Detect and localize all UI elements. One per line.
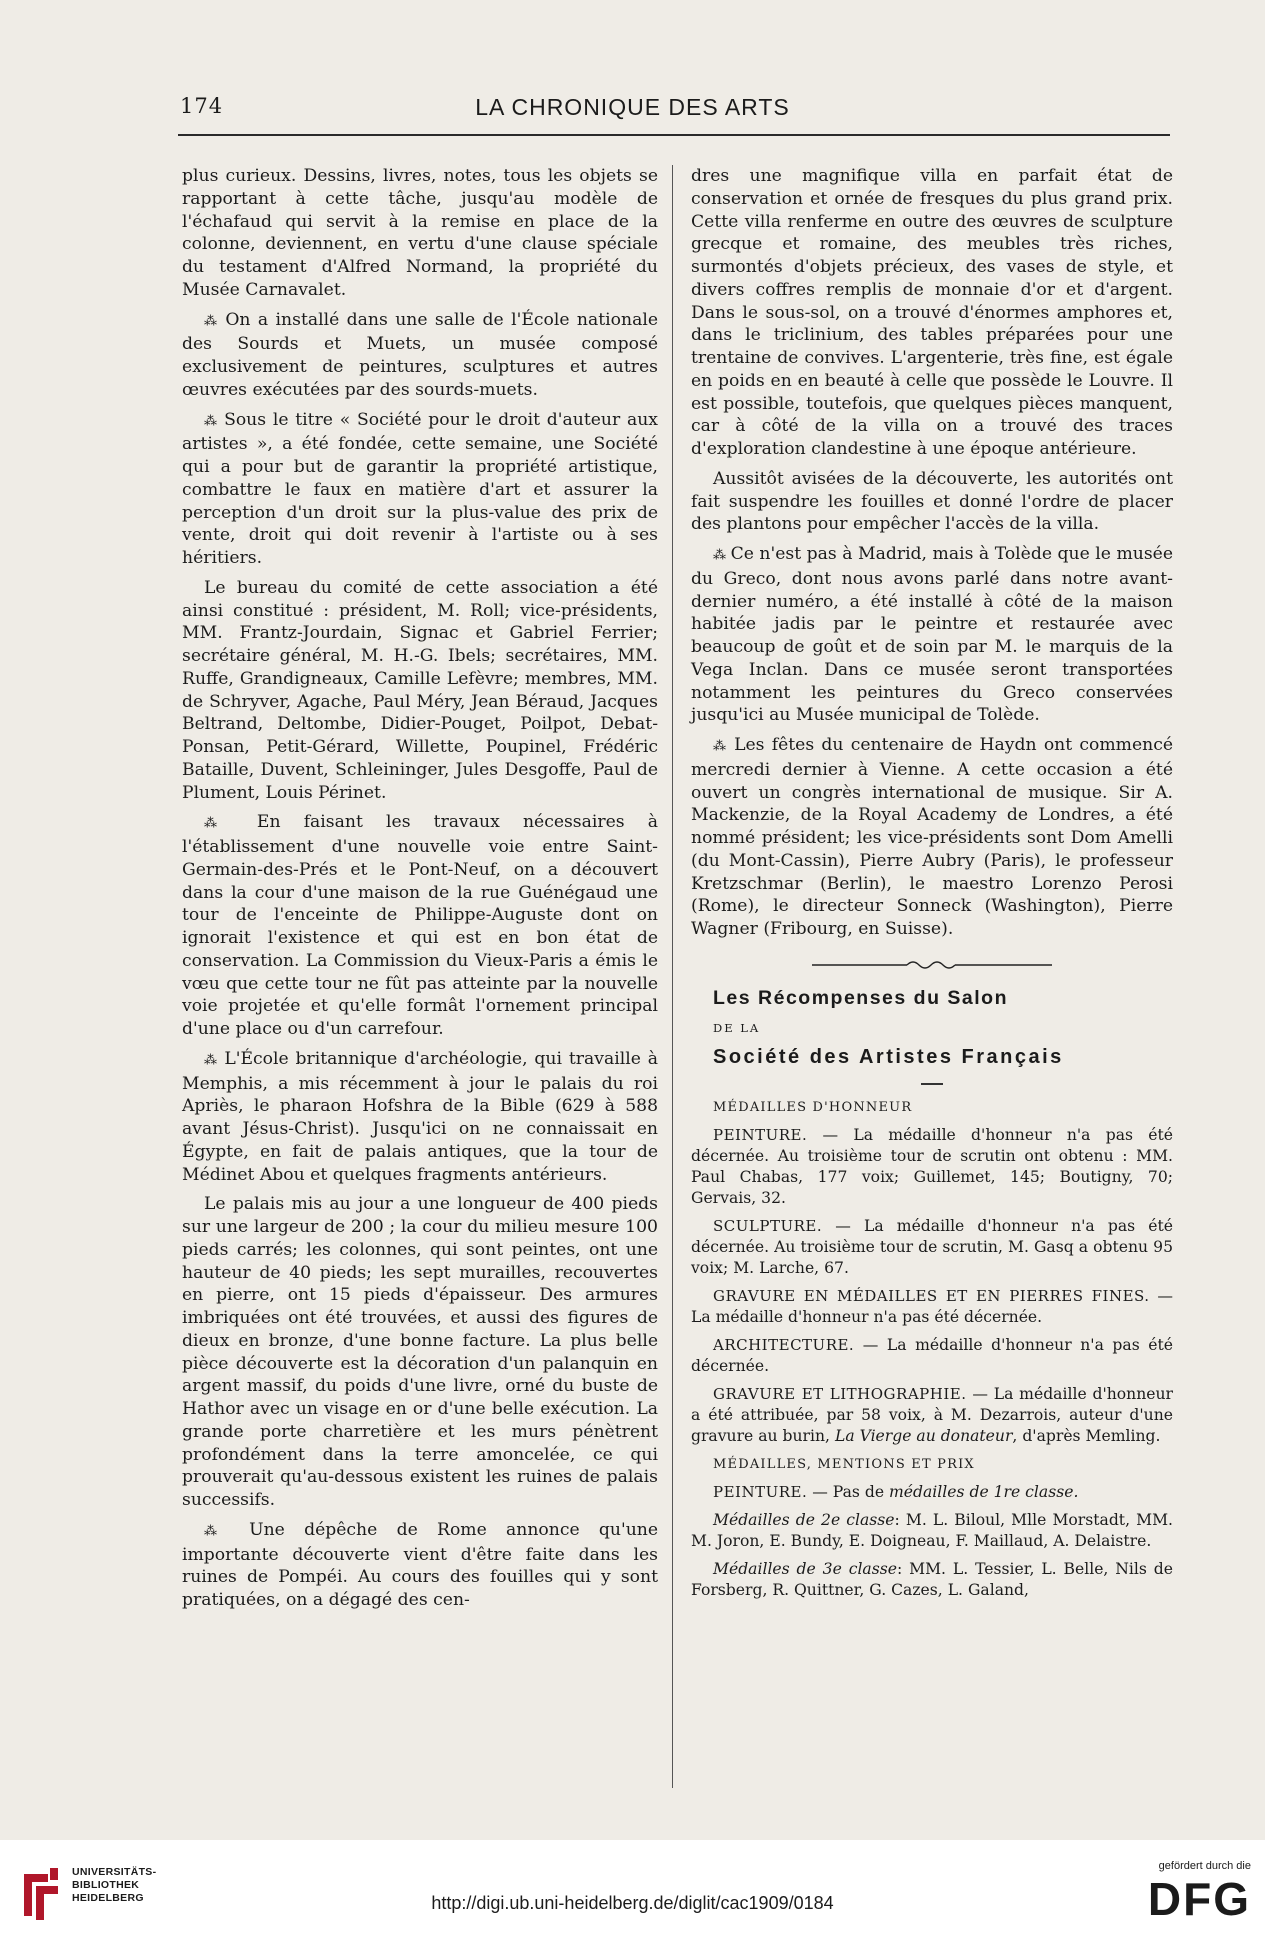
left-paragraph-3: ⁂ Sous le titre « Société pour le droit d'auteur aux artistes », a été fondée, cette semaine, une Société qui a pour but de garantir la propriété artistique, combattre le faux en matière d'art et assurer la perception d'un droit sur la plus-value des prix de vente, droit qui doit revenir à l'artiste ou à ses héritiers.	[182, 409, 658, 568]
award-second-class: Médailles de 2e classe: M. L. Biloul, Mlle Morstadt, MM. M. Joron, E. Bundy, E. Doigneau, F. Maillaud, A. Delaistre.	[691, 1511, 1173, 1550]
award-third-class: Médailles de 3e classe: MM. L. Tessier, L. Belle, Nils de Forsberg, R. Quittner, G. Cazes, L. Galand,	[691, 1560, 1174, 1599]
library-name: UNIVERSITÄTS- BIBLIOTHEK HEIDELBERG	[72, 1866, 157, 1904]
award-peinture: PEINTURE. — La médaille d'honneur n'a pas été décernée. Au troisième tour de scrutin ont obtenu : MM. Paul Chabas, 177 voix; Guillemet, 145; Boutigny, 70; Gervais, 32.	[691, 1126, 1173, 1207]
left-column	[182, 165, 658, 1619]
left-paragraph-4: Le bureau du comité de cette association a été ainsi constitué : président, M. Roll; vice-présidents, MM. Frantz-Jourdain, Signac et Gabriel Ferrier; secrétaire général, M. H.-G. Ibels; secrétaires, MM. Ruffe, Grandigneaux, Camille Lefèvre; membres, MM. de Schryver, Agache, Paul Méry, Jean Béraud, Jacques Beltrand, Deltombe, Didier-Pouget, Poilpot, Debat-Ponsan, Petit-Gérard, Willette, Poupinel, Frédéric Bataille, Duvent, Schleininger, Jules Desgoffe, Paul de Plument, Louis Périnet.	[182, 577, 658, 803]
right-paragraph-4: ⁂ Les fêtes du centenaire de Haydn ont commencé mercredi dernier à Vienne. A cette occasion a été ouvert un congrès international de musique. Sir A. Mackenzie, de la Royal Academy de Londres, a été nommé président; les vice-présidents sont Dom Amelli (du Mont-Cassin), Pierre Aubry (Paris), le professeur Kretzschmar (Berlin), le maestro Lorenzo Perosi (Rome), le directeur Sonneck (Washington), Pierre Wagner (Fribourg, en Suisse).	[691, 735, 1174, 939]
asterism-icon: ⁂	[204, 1052, 218, 1068]
header-rule	[178, 134, 1170, 136]
award-peinture-2: PEINTURE. — Pas de médailles de 1re classe.	[713, 1483, 1079, 1501]
asterism-icon: ⁂	[204, 313, 218, 329]
left-paragraph-5: ⁂ En faisant les travaux nécessaires à l'établissement d'une nouvelle voie entre Saint-Germain-des-Prés et le Pont-Neuf, on a découvert dans la cour d'une maison de la rue Guénégaud une tour de l'enceinte de Philippe-Auguste dont on ignorait l'existence et qui est en bon état de conservation. La Commission du Vieux-Paris a émis le vœu que cette tour ne fût pas atteinte par la nouvelle voie projetée et qu'elle formât l'ornement principal d'une place ou d'un carrefour.	[182, 812, 659, 1039]
funding-text: gefördert durch die	[1158, 1860, 1251, 1872]
source-url-link[interactable]: http://digi.ub.uni-heidelberg.de/diglit/cac1909/0184	[431, 1893, 834, 1913]
award-architecture: ARCHITECTURE. — La médaille d'honneur n'a pas été décernée.	[691, 1336, 1173, 1375]
section-subtitle: Société des Artistes Français	[713, 1046, 1064, 1069]
asterism-icon: ⁂	[713, 739, 727, 754]
left-paragraph-1: plus curieux. Dessins, livres, notes, tous les objets se rapportant à cette tâche, jusqu'au modèle de l'échafaud qui servit à la remise en place de la colonne, deviennent, en vertu d'une clause spéciale du testament d'Alfred Normand, la propriété du Musée Carnavalet.	[182, 166, 658, 300]
ornament-divider-icon	[691, 957, 1173, 973]
asterism-icon: ⁂	[713, 548, 726, 563]
right-paragraph-3: ⁂ Ce n'est pas à Madrid, mais à Tolède que le musée du Greco, dont nous avons parlé dans notre avant-dernier numéro, a été installé à côté de la maison habitée jadis par le peintre et restaurée avec beaucoup de goût et de soin par M. le marquis de la Vega Inclan. Dans ce musée seront transportées notamment les peintures du Greco conservées jusqu'ici au Musée municipal de Tolède.	[691, 544, 1174, 726]
page-number: 174	[180, 94, 224, 118]
left-paragraph-8: ⁂ Une dépêche de Rome annonce qu'une importante découverte vient d'être faite dans les ruines de Pompéi. Au cours des fouilles qui y sont pratiquées, on a dégagé des cen-	[182, 1519, 659, 1610]
award-sculpture: SCULPTURE. — La médaille d'honneur n'a pas été décernée. Au troisième tour de scrutin, M. Gasq a obtenu 95 voix; M. Larche, 67.	[691, 1217, 1173, 1277]
award-gravure-medailles: GRAVURE EN MÉDAILLES ET EN PIERRES FINES. — La médaille d'honneur n'a pas été décernée.	[691, 1287, 1173, 1326]
section-dash	[921, 1083, 943, 1085]
section-title: Les Récompenses du Salon	[713, 986, 1008, 1009]
running-title: LA CHRONIQUE DES ARTS	[475, 94, 790, 120]
left-paragraph-7: Le palais mis au jour a une longueur de 400 pieds sur une largeur de 200 ; la cour du milieu mesure 100 pieds carrés; les colonnes, qui sont peintes, ont une hauteur de 40 pieds; les sept murailles, recouvertes en pierre, ont 15 pieds d'épaisseur. Des armures imbriquées ont été trouvées, et aussi des figures de dieux en bronze, d'une bonne facture. La plus belle pièce découverte est la décoration d'un palanquin en argent massif, du poids d'une livre, orné du buste de Hathor avec un visage en or d'une belle exécution. La grande porte charretière et les murs pénètrent profondément dans la terre amoncelée, ce qui prouverait qu'au-dessous existent les ruines de palais successifs.	[182, 1194, 658, 1510]
right-paragraph-2: Aussitôt avisées de la découverte, les autorités ont fait suspendre les fouilles et donné l'ordre de placer des plantons pour empêcher l'accès de la villa.	[691, 468, 1173, 535]
medals-heading: MÉDAILLES D'HONNEUR	[713, 1100, 913, 1115]
asterism-icon: ⁂	[204, 1523, 230, 1539]
right-column	[691, 165, 1173, 1608]
right-paragraph-1: dres une magnifique villa en parfait état de conservation et ornée de fresques du plus grand prix. Cette villa renferme en outre des œuvres de sculpture grecque et romaine, des meubles très riches, surmontés d'objets précieux, des vases de style, et divers coffres remplis de monnaie d'or et d'argent. Dans le sous-sol, on a trouvé d'énormes amphores et, dans le triclinium, des tables préparées pour une trentaine de convives. L'argenterie, très fine, est égale en poids en en beauté à celle que possède le Louvre. Il est possible, toutefois, que quelques pièces manquent, car à côté de la villa on a trouvé des traces d'exploration clandestine à une époque antérieure.	[691, 166, 1173, 459]
column-divider	[672, 165, 673, 1788]
dfg-wordmark: DFG	[1147, 1873, 1251, 1925]
mentions-heading: MÉDAILLES, MENTIONS ET PRIX	[713, 1457, 975, 1472]
asterism-icon: ⁂	[204, 816, 234, 832]
award-lithographie: GRAVURE ET LITHOGRAPHIE. — La médaille d'honneur a été attribuée, par 58 voix, à M. Dezarrois, auteur d'une gravure au burin, La Vierge au donateur, d'après Memling.	[691, 1385, 1173, 1445]
dfg-logo[interactable]	[1101, 1860, 1251, 1924]
section-de: DE LA	[713, 1020, 761, 1035]
asterism-icon: ⁂	[204, 413, 218, 429]
left-paragraph-6: ⁂ L'École britannique d'archéologie, qui travaille à Memphis, a mis récemment à jour le palais du roi Apriès, le pharaon Hofshra de la Bible (629 à 588 avant Jésus-Christ). Jusqu'ici on ne connaissait en Égypte, en fait de palais antiques, que la tour de Médinet Abou et quelques fragments antérieurs.	[182, 1048, 658, 1185]
left-paragraph-2: ⁂ On a installé dans une salle de l'École nationale des Sourds et Muets, un musée composé exclusivement de peintures, sculptures et autres œuvres exécutées par des sourds-muets.	[182, 309, 658, 400]
